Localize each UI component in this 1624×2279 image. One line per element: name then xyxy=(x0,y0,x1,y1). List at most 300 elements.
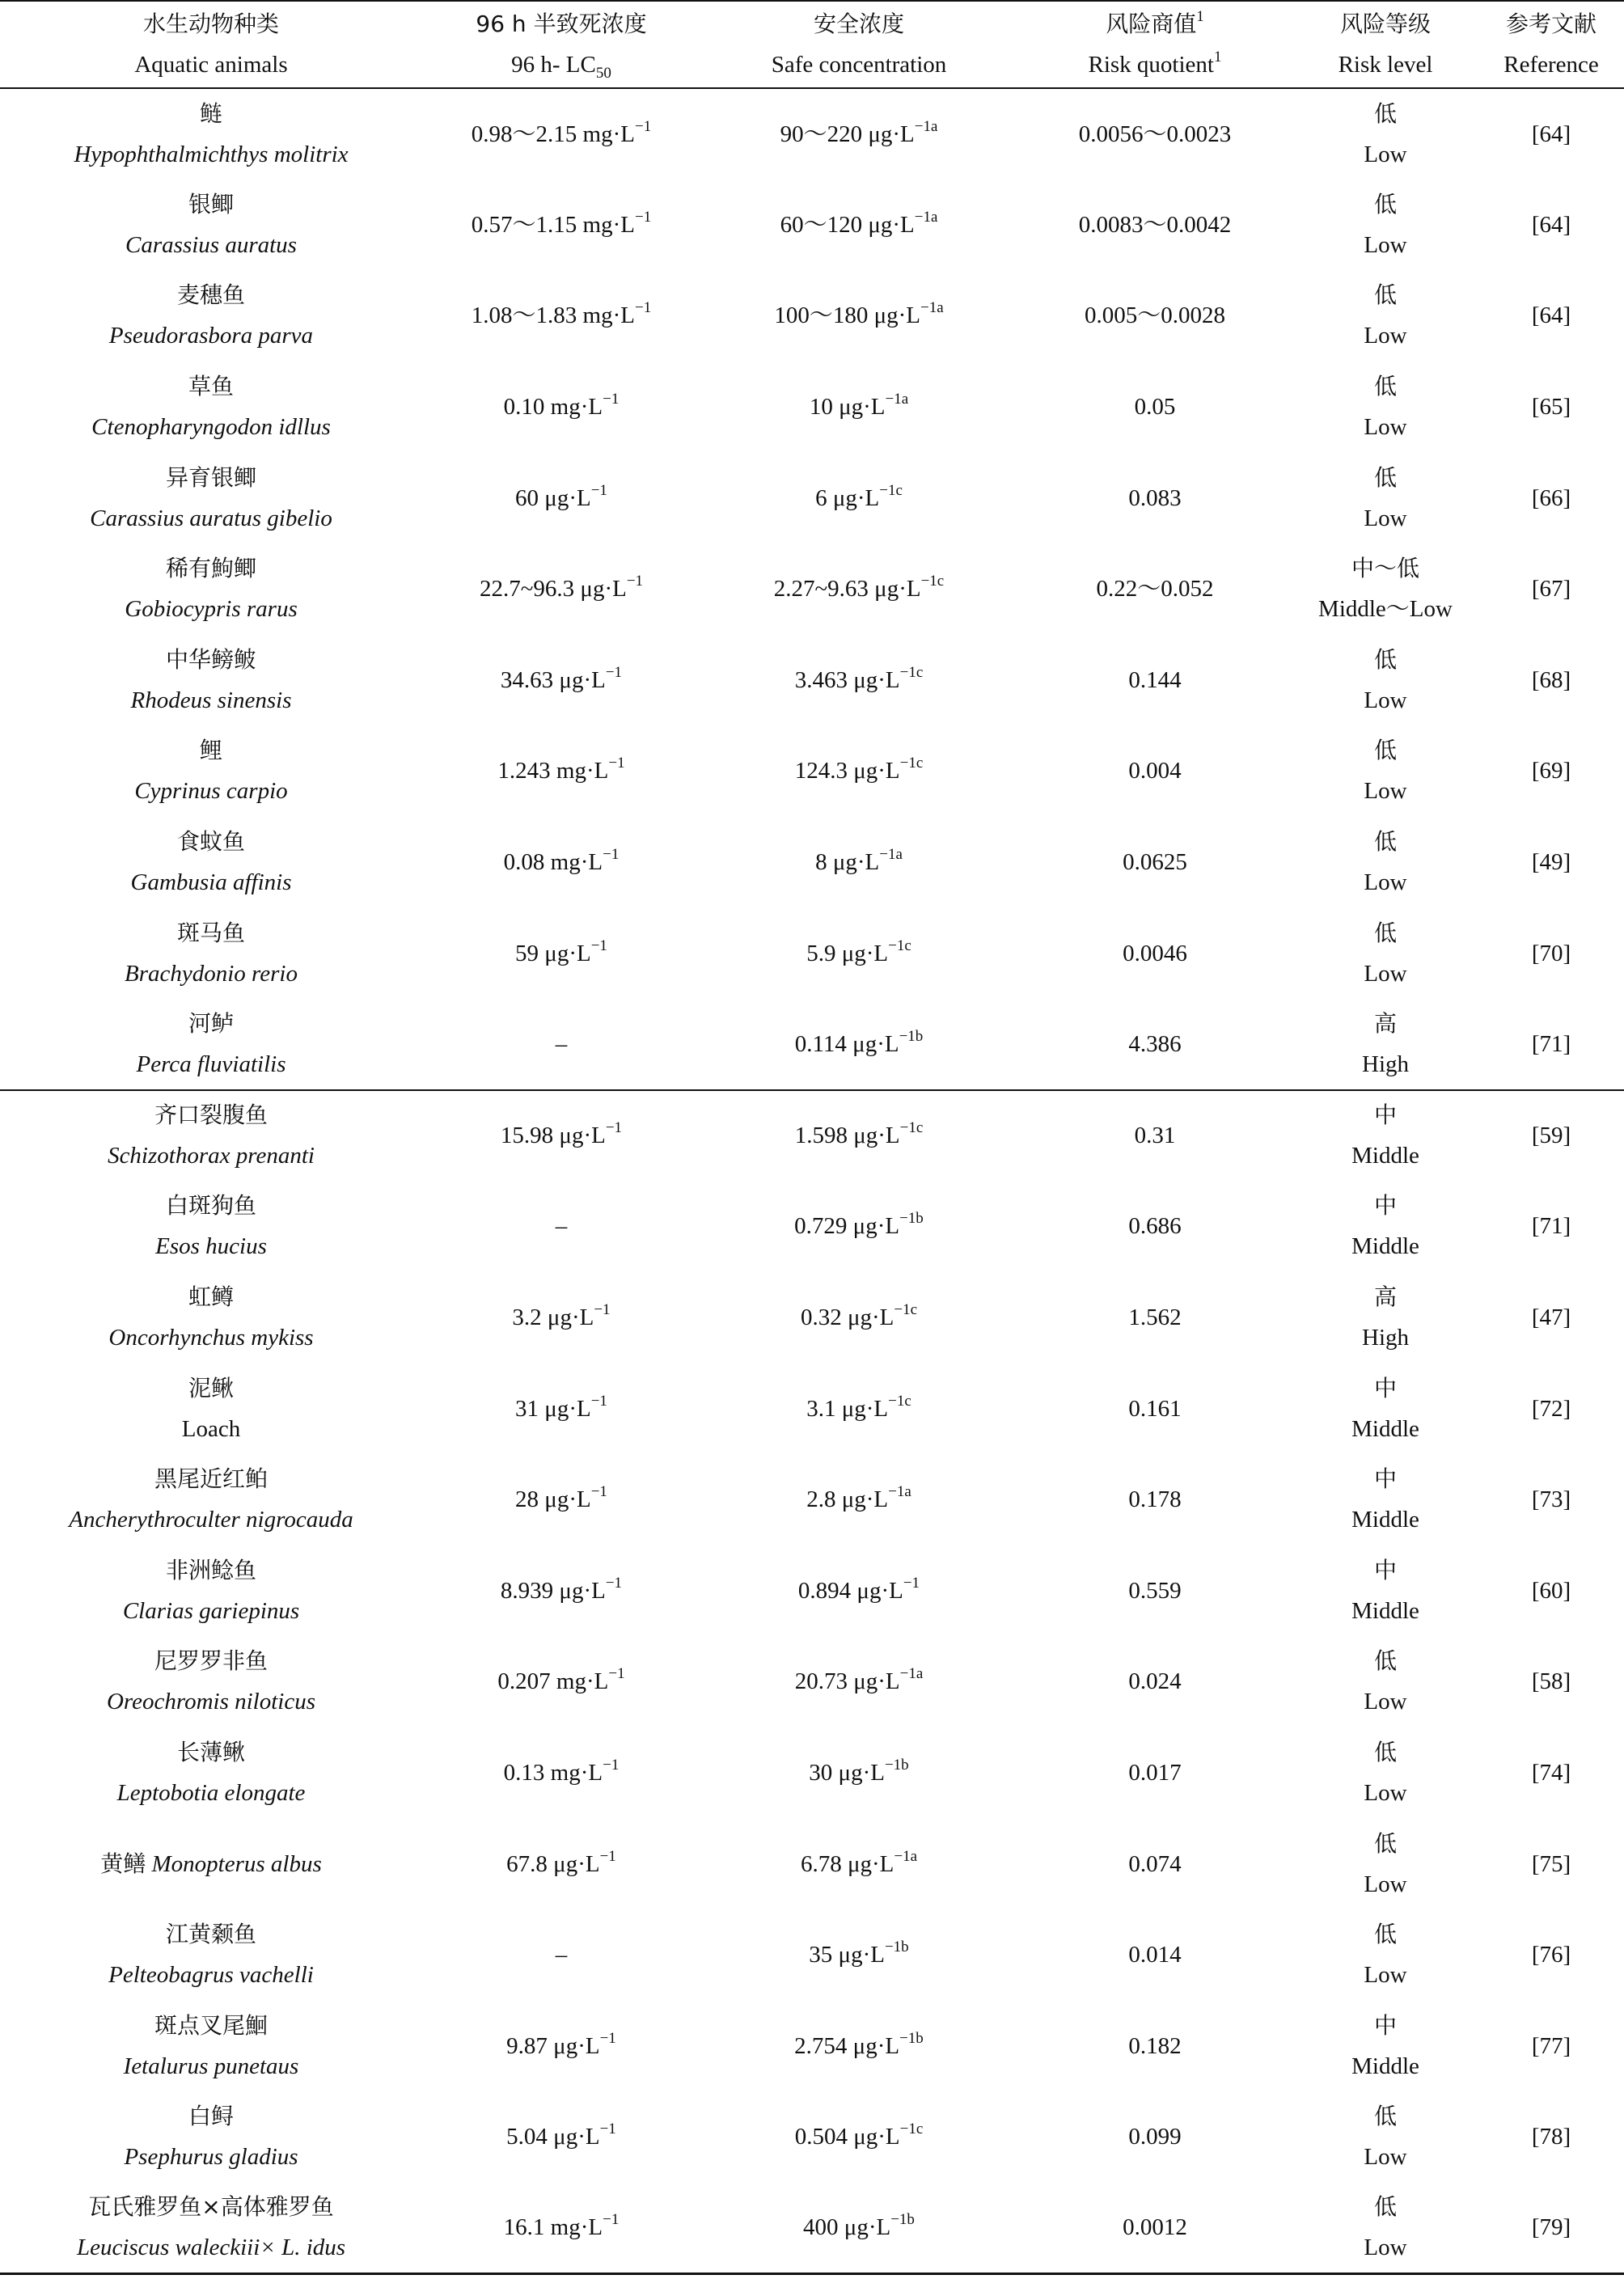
reference-cell: [72] xyxy=(1531,1395,1571,1422)
risk-quotient-cell: 1.562 xyxy=(1128,1304,1182,1331)
table-row xyxy=(0,1727,1624,1819)
lc50-unit-sup: −1 xyxy=(590,481,607,499)
table-header xyxy=(0,1,1624,88)
table-row xyxy=(0,907,1624,999)
safe-cell xyxy=(700,2091,1017,2183)
species-cn: 瓦氏雅罗鱼×高体雅罗鱼 xyxy=(88,2193,334,2221)
lc50-cell xyxy=(422,2000,700,2091)
species-latin: Oncorhynchus mykiss xyxy=(108,1325,314,1351)
lc50-unit-sup: −1 xyxy=(603,1756,620,1774)
lc50-value: 67.8 μg·L xyxy=(506,1850,600,1877)
lc50-cell xyxy=(422,362,700,453)
lc50-cell xyxy=(422,1909,700,2001)
risk-quotient-cell: 0.099 xyxy=(1128,2124,1182,2150)
risk-level-cn: 低 xyxy=(1373,1738,1397,1765)
species-cn: 食蚊鱼 xyxy=(176,828,245,856)
lc50-value: 31 μg·L xyxy=(515,1395,591,1422)
risk-quotient-cell: 0.22～0.052 xyxy=(1096,576,1214,603)
lc50-cell xyxy=(422,635,700,726)
header-ref-cn: 参考文献 xyxy=(1505,11,1597,37)
risk-quotient-cell: 4.386 xyxy=(1017,999,1292,1090)
safe-cell xyxy=(700,1909,1017,2001)
risk-level-en: Low xyxy=(1364,505,1407,531)
lc50-cell xyxy=(422,1272,700,1364)
safe-value: 35 μg·L xyxy=(809,1942,885,1968)
risk-level-cell xyxy=(1292,180,1478,271)
risk-level-cell xyxy=(1292,1818,1478,1909)
risk-quotient-cell: 0.0056～0.0023 xyxy=(1078,121,1232,147)
risk-level-en: Middle xyxy=(1351,2053,1419,2079)
safe-unit-sup: −1b xyxy=(899,1210,924,1228)
safe-unit-sup: −1a xyxy=(899,1665,924,1683)
table-row xyxy=(0,180,1624,271)
lc50-cell xyxy=(422,1090,700,1182)
species-cn: 白鲟 xyxy=(188,2103,234,2130)
lc50-cell xyxy=(422,452,700,543)
risk-quotient-cell: 0.0046 xyxy=(1123,940,1187,966)
header-level-cn: 风险等级 xyxy=(1339,11,1431,37)
safe-cell xyxy=(700,907,1017,999)
lc50-value: 5.04 μg·L xyxy=(506,2124,600,2150)
reference-cell: [74] xyxy=(1531,1759,1571,1786)
lc50-cell xyxy=(422,88,700,180)
risk-level-en: Low xyxy=(1364,869,1407,896)
risk-quotient-cell: 0.017 xyxy=(1128,1759,1182,1786)
lc50-unit-sup: −1 xyxy=(608,1665,625,1683)
safe-cell xyxy=(700,635,1017,726)
species-cell xyxy=(0,635,422,726)
safe-unit-sup: −1c xyxy=(879,481,903,499)
species-latin: Ctenopharyngodon idllus xyxy=(91,414,331,441)
risk-level-en: Middle xyxy=(1351,1597,1419,1624)
safe-cell xyxy=(700,270,1017,362)
lc50-unit-sup: −1 xyxy=(634,208,652,226)
lc50-cell xyxy=(422,1363,700,1454)
risk-level-cell xyxy=(1292,1272,1478,1364)
species-cn: 江黄颡鱼 xyxy=(165,1921,256,1948)
reference-cell: [66] xyxy=(1531,484,1571,511)
header-reference xyxy=(1478,1,1624,88)
safe-cell xyxy=(700,1272,1017,1364)
risk-level-cell xyxy=(1292,452,1478,543)
species-latin: Carassius auratus gibelio xyxy=(90,505,332,531)
table-row xyxy=(0,2183,1624,2274)
risk-level-cell xyxy=(1292,817,1478,908)
safe-value: 100～180 μg·L xyxy=(774,302,920,329)
safe-cell xyxy=(700,2000,1017,2091)
risk-level-cn: 高 xyxy=(1373,1283,1397,1311)
risk-level-cell xyxy=(1292,1454,1478,1545)
table-row xyxy=(0,1454,1624,1545)
safe-cell xyxy=(700,452,1017,543)
risk-level-en: Low xyxy=(1364,2144,1407,2171)
lc50-unit-sup: −1 xyxy=(605,1119,623,1137)
lc50-unit-sup: −1 xyxy=(603,391,620,408)
safe-value: 20.73 μg·L xyxy=(794,1668,900,1695)
table-row xyxy=(0,1545,1624,1637)
safe-unit-sup: −1b xyxy=(884,1756,909,1774)
species-cell xyxy=(0,543,422,635)
species-cell xyxy=(0,1181,422,1272)
lc50-value: 16.1 mg·L xyxy=(503,2214,603,2241)
species-cell xyxy=(0,2183,422,2274)
risk-level-cn: 中～低 xyxy=(1351,555,1419,582)
species-cn: 黑尾近红鲌 xyxy=(154,1465,268,1493)
risk-quotient-cell: 0.004 xyxy=(1128,758,1182,784)
species-latin: Pseudorasbora parva xyxy=(108,323,314,349)
risk-level-en: Low xyxy=(1364,141,1407,167)
risk-quotient-cell: 0.686 xyxy=(1128,1213,1182,1240)
safe-unit-sup: −1c xyxy=(899,1119,924,1137)
species-cn: 草鱼 xyxy=(188,373,234,400)
species-cell xyxy=(0,88,422,180)
lc50-value: – xyxy=(555,1213,568,1240)
risk-level-cn: 高 xyxy=(1373,1009,1397,1037)
species-cell xyxy=(0,1636,422,1727)
risk-quotient-cell: 0.083 xyxy=(1128,484,1182,511)
risk-quotient-cell: 0.182 xyxy=(1128,2032,1182,2059)
risk-level-cn: 低 xyxy=(1373,1647,1397,1675)
lc50-unit-sup: −1 xyxy=(599,2120,616,2138)
lc50-value: – xyxy=(555,1942,568,1968)
header-rq-en-line xyxy=(1017,44,1292,85)
table-row xyxy=(0,2000,1624,2091)
safe-value: 0.114 μg·L xyxy=(794,1030,899,1057)
species-cell xyxy=(0,452,422,543)
risk-quotient-cell: 0.31 xyxy=(1134,1123,1176,1149)
lc50-value: 0.207 mg·L xyxy=(497,1668,609,1695)
reference-cell: [68] xyxy=(1531,666,1571,693)
lc50-cell xyxy=(422,725,700,817)
species-cell xyxy=(0,1909,422,2001)
lc50-value: 9.87 μg·L xyxy=(506,2032,600,2059)
safe-unit-sup: −1a xyxy=(888,1483,911,1501)
species-cn: 斑点叉尾鮰 xyxy=(154,2011,268,2039)
risk-level-cn: 低 xyxy=(1373,1829,1397,1857)
safe-cell xyxy=(700,817,1017,908)
safe-value: 6 μg·L xyxy=(815,484,880,511)
reference-cell: [65] xyxy=(1531,394,1571,421)
species-latin: Monopterus albus xyxy=(151,1850,322,1877)
risk-level-cell xyxy=(1292,1363,1478,1454)
risk-level-en: Low xyxy=(1364,323,1407,349)
risk-level-cn: 低 xyxy=(1373,190,1397,218)
safe-unit-sup: −1b xyxy=(899,1027,924,1045)
risk-level-en: Low xyxy=(1364,231,1407,258)
table-row xyxy=(0,270,1624,362)
safe-value: 6.78 μg·L xyxy=(800,1850,894,1877)
lc50-value: 28 μg·L xyxy=(515,1486,591,1513)
table-row xyxy=(0,817,1624,908)
safe-unit-sup: −1a xyxy=(879,846,903,864)
header-lc50-en xyxy=(422,44,700,85)
risk-quotient-cell: 0.0083～0.0042 xyxy=(1078,211,1232,238)
reference-cell: [59] xyxy=(1531,1123,1571,1149)
lc50-value: 0.13 mg·L xyxy=(503,1759,603,1786)
lc50-cell xyxy=(422,2183,700,2274)
species-latin: Rhodeus sinensis xyxy=(130,687,292,713)
risk-level-en: Middle xyxy=(1351,1143,1419,1169)
lc50-value: 1.243 mg·L xyxy=(497,758,609,784)
species-latin: Carassius auratus xyxy=(125,231,297,258)
safe-cell xyxy=(700,1181,1017,1272)
safe-cell xyxy=(700,1727,1017,1819)
risk-level-en: Low xyxy=(1364,414,1407,441)
species-latin: Gambusia affinis xyxy=(130,869,292,896)
table-row xyxy=(0,1636,1624,1727)
table-row xyxy=(0,1181,1624,1272)
reference-cell: [77] xyxy=(1531,2032,1571,2059)
safe-unit-sup: −1c xyxy=(888,937,911,954)
header-lc50-cn: 96 h 半致死浓度 xyxy=(476,11,647,37)
reference-cell: [69] xyxy=(1531,758,1571,784)
risk-level-cn: 中 xyxy=(1373,1556,1397,1583)
table-body xyxy=(0,88,1624,2273)
species-cn: 河鲈 xyxy=(188,1009,234,1037)
safe-value: 5.9 μg·L xyxy=(806,940,889,966)
risk-level-en: Middle xyxy=(1351,1507,1419,1533)
table-row xyxy=(0,2091,1624,2183)
reference-cell: [70] xyxy=(1531,940,1571,966)
table-row xyxy=(0,1272,1624,1364)
species-cn: 鲢 xyxy=(199,99,222,127)
risk-level-cell xyxy=(1292,907,1478,999)
table-row xyxy=(0,725,1624,817)
risk-quotient-cell: 0.024 xyxy=(1128,1668,1182,1695)
species-cn: 齐口裂腹鱼 xyxy=(154,1101,268,1129)
risk-level-en: Low xyxy=(1364,778,1407,805)
species-cell xyxy=(0,2000,422,2091)
lc50-value: 0.08 mg·L xyxy=(503,849,603,876)
species-cell xyxy=(0,907,422,999)
risk-level-cell xyxy=(1292,270,1478,362)
risk-level-cn: 低 xyxy=(1373,2193,1397,2221)
safe-cell xyxy=(700,180,1017,271)
safe-value: 0.894 μg·L xyxy=(797,1577,903,1604)
safe-value: 8 μg·L xyxy=(815,849,880,876)
risk-level-cell xyxy=(1292,543,1478,635)
risk-level-cell xyxy=(1292,1727,1478,1819)
species-latin: Leptobotia elongate xyxy=(116,1779,306,1806)
risk-level-cn: 低 xyxy=(1373,281,1397,309)
lc50-cell xyxy=(422,1454,700,1545)
risk-level-cell xyxy=(1292,1636,1478,1727)
risk-level-cell xyxy=(1292,635,1478,726)
risk-level-cn: 中 xyxy=(1373,1192,1397,1220)
safe-unit-sup: −1c xyxy=(894,1301,918,1319)
lc50-value: – xyxy=(555,1030,568,1057)
header-risk-quotient xyxy=(1017,1,1292,88)
risk-level-cn: 低 xyxy=(1373,828,1397,856)
lc50-cell xyxy=(422,2091,700,2183)
risk-level-cn: 中 xyxy=(1373,1374,1397,1402)
lc50-value: 60 μg·L xyxy=(515,484,591,511)
risk-level-cell xyxy=(1292,725,1478,817)
risk-quotient-cell: 0.005～0.0028 xyxy=(1084,302,1225,329)
safe-unit-sup: −1c xyxy=(888,1392,911,1410)
species-cn: 黄鳝 xyxy=(100,1850,146,1877)
lc50-unit-sup: −1 xyxy=(599,2029,616,2047)
lc50-cell xyxy=(422,543,700,635)
reference-cell: [79] xyxy=(1478,2183,1624,2274)
species-latin: Clarias gariepinus xyxy=(122,1597,300,1624)
safe-cell xyxy=(700,725,1017,817)
lc50-value: 0.57～1.15 mg·L xyxy=(471,211,635,238)
lc50-cell xyxy=(422,817,700,908)
reference-cell: [49] xyxy=(1531,849,1571,876)
safe-unit-sup: −1b xyxy=(884,1939,909,1956)
header-rq-en: Risk quotient xyxy=(1088,52,1214,78)
safe-value: 0.504 μg·L xyxy=(794,2124,900,2150)
risk-quotient-cell: 0.0012 xyxy=(1017,2183,1292,2274)
species-cn: 尼罗罗非鱼 xyxy=(154,1647,268,1675)
header-rq-cn: 风险商值 xyxy=(1106,11,1197,37)
species-cn: 麦穗鱼 xyxy=(176,281,245,309)
safe-unit-sup: −1c xyxy=(920,573,945,590)
lc50-unit-sup: −1 xyxy=(634,117,652,135)
risk-level-cell xyxy=(1292,2091,1478,2183)
risk-level-cn: 低 xyxy=(1373,2103,1397,2130)
safe-unit-sup: −1b xyxy=(890,2211,915,2229)
header-level-en: Risk level xyxy=(1338,52,1433,78)
lc50-unit-sup: −1 xyxy=(594,1301,611,1319)
safe-value: 1.598 μg·L xyxy=(794,1123,900,1149)
safe-unit-sup: −1a xyxy=(920,299,944,317)
safe-value: 60～120 μg·L xyxy=(780,211,915,238)
risk-level-en: Low xyxy=(1364,1779,1407,1806)
safe-value: 30 μg·L xyxy=(809,1759,885,1786)
header-safe-cn: 安全浓度 xyxy=(813,11,904,37)
table-row xyxy=(0,1363,1624,1454)
species-cn: 鲤 xyxy=(199,737,222,764)
risk-quotient-cell: 0.014 xyxy=(1128,1942,1182,1968)
risk-quotient-cell: 0.074 xyxy=(1128,1850,1182,1877)
table-row xyxy=(0,635,1624,726)
reference-cell: [47] xyxy=(1531,1304,1571,1331)
lc50-cell xyxy=(422,1818,700,1909)
safe-unit-sup: −1a xyxy=(894,1847,918,1865)
header-lc50-en-main: 96 h- LC xyxy=(511,52,596,78)
safe-unit-sup: −1a xyxy=(914,208,938,226)
species-cn: 非洲鲶鱼 xyxy=(165,1556,256,1583)
species-latin: Leuciscus waleckiii× L. idus xyxy=(76,2235,346,2261)
table-row xyxy=(0,543,1624,635)
risk-level-cell xyxy=(1292,2000,1478,2091)
species-cn: 银鲫 xyxy=(188,190,234,218)
species-latin: Esos hucius xyxy=(155,1233,267,1260)
species-cell xyxy=(0,1090,422,1182)
safe-value: 2.8 μg·L xyxy=(806,1486,889,1513)
reference-cell: [58] xyxy=(1531,1668,1571,1695)
safe-unit-sup: −1c xyxy=(899,2120,924,2138)
risk-level-cn: 低 xyxy=(1373,645,1397,673)
lc50-cell xyxy=(422,270,700,362)
lc50-cell xyxy=(422,907,700,999)
lc50-value: 0.10 mg·L xyxy=(503,394,603,421)
species-latin: Pelteobagrus vachelli xyxy=(108,1962,314,1989)
safe-unit-sup: −1a xyxy=(914,117,938,135)
reference-cell: [64] xyxy=(1531,302,1571,329)
safe-unit-sup: −1c xyxy=(899,755,924,772)
species-latin: Gobiocypris rarus xyxy=(125,596,298,623)
risk-level-en: Middle～Low xyxy=(1318,596,1453,623)
risk-level-cn: 低 xyxy=(1373,373,1397,400)
risk-level-cell xyxy=(1292,88,1478,180)
lc50-value: 3.2 μg·L xyxy=(512,1304,594,1331)
risk-level-cell xyxy=(1292,2183,1478,2274)
risk-level-cn: 低 xyxy=(1373,737,1397,764)
species-cn: 长薄鳅 xyxy=(176,1738,245,1765)
header-ref-en: Reference xyxy=(1503,52,1599,78)
lc50-unit-sup: −1 xyxy=(608,755,625,772)
risk-level-cell xyxy=(1292,1090,1478,1182)
safe-cell xyxy=(700,543,1017,635)
safe-value: 2.27~9.63 μg·L xyxy=(773,576,921,603)
species-cell xyxy=(0,999,422,1090)
species-latin: Cyprinus carpio xyxy=(134,778,288,805)
safe-value: 400 μg·L xyxy=(803,2214,891,2241)
species-cell xyxy=(0,362,422,453)
risk-quotient-cell: 0.178 xyxy=(1128,1486,1182,1513)
lc50-cell xyxy=(422,999,700,1090)
safe-value: 0.32 μg·L xyxy=(800,1304,894,1331)
safe-unit-sup: −1a xyxy=(885,391,909,408)
header-row xyxy=(0,1,1624,88)
risk-level-en: Low xyxy=(1364,2235,1407,2261)
lc50-unit-sup: −1 xyxy=(599,1847,616,1865)
species-latin: Brachydonio rerio xyxy=(125,960,298,987)
safe-unit-sup: −1c xyxy=(899,663,924,681)
safe-cell xyxy=(700,1454,1017,1545)
species-latin: Loach xyxy=(181,1415,241,1442)
species-latin: Perca fluviatilis xyxy=(136,1051,286,1077)
safe-cell xyxy=(700,362,1017,453)
lc50-unit-sup: −1 xyxy=(590,937,607,954)
safe-cell xyxy=(700,1545,1017,1637)
species-latin: Psephurus gladius xyxy=(124,2144,298,2171)
species-cell xyxy=(0,725,422,817)
lc50-unit-sup: −1 xyxy=(590,1392,607,1410)
risk-level-en: Low xyxy=(1364,687,1407,713)
risk-level-en: Middle xyxy=(1351,1415,1419,1442)
lc50-cell xyxy=(422,1727,700,1819)
header-species-en: Aquatic animals xyxy=(134,52,288,78)
risk-level-cn: 低 xyxy=(1373,919,1397,946)
reference-cell: [78] xyxy=(1531,2124,1571,2150)
table-row xyxy=(0,1090,1624,1182)
lc50-cell xyxy=(422,180,700,271)
safe-cell xyxy=(700,1636,1017,1727)
safe-cell xyxy=(700,1818,1017,1909)
table-row xyxy=(0,362,1624,453)
lc50-value: 34.63 μg·L xyxy=(500,666,606,693)
lc50-value: 15.98 μg·L xyxy=(500,1123,606,1149)
header-species-cn: 水生动物种类 xyxy=(142,11,279,37)
lc50-cell xyxy=(422,1636,700,1727)
risk-level-en: High xyxy=(1362,1325,1409,1351)
table-row xyxy=(0,88,1624,180)
species-cn: 泥鳅 xyxy=(188,1374,234,1402)
lc50-unit-sup: −1 xyxy=(626,573,644,590)
species-cn: 白斑狗鱼 xyxy=(165,1192,256,1220)
risk-level-en: Low xyxy=(1364,960,1407,987)
species-name-line xyxy=(0,1844,422,1884)
header-lc50 xyxy=(422,1,700,88)
risk-quotient-cell: 0.559 xyxy=(1128,1577,1182,1604)
table-row xyxy=(0,1818,1624,1909)
reference-cell: [67] xyxy=(1531,576,1571,603)
species-cell xyxy=(0,270,422,362)
